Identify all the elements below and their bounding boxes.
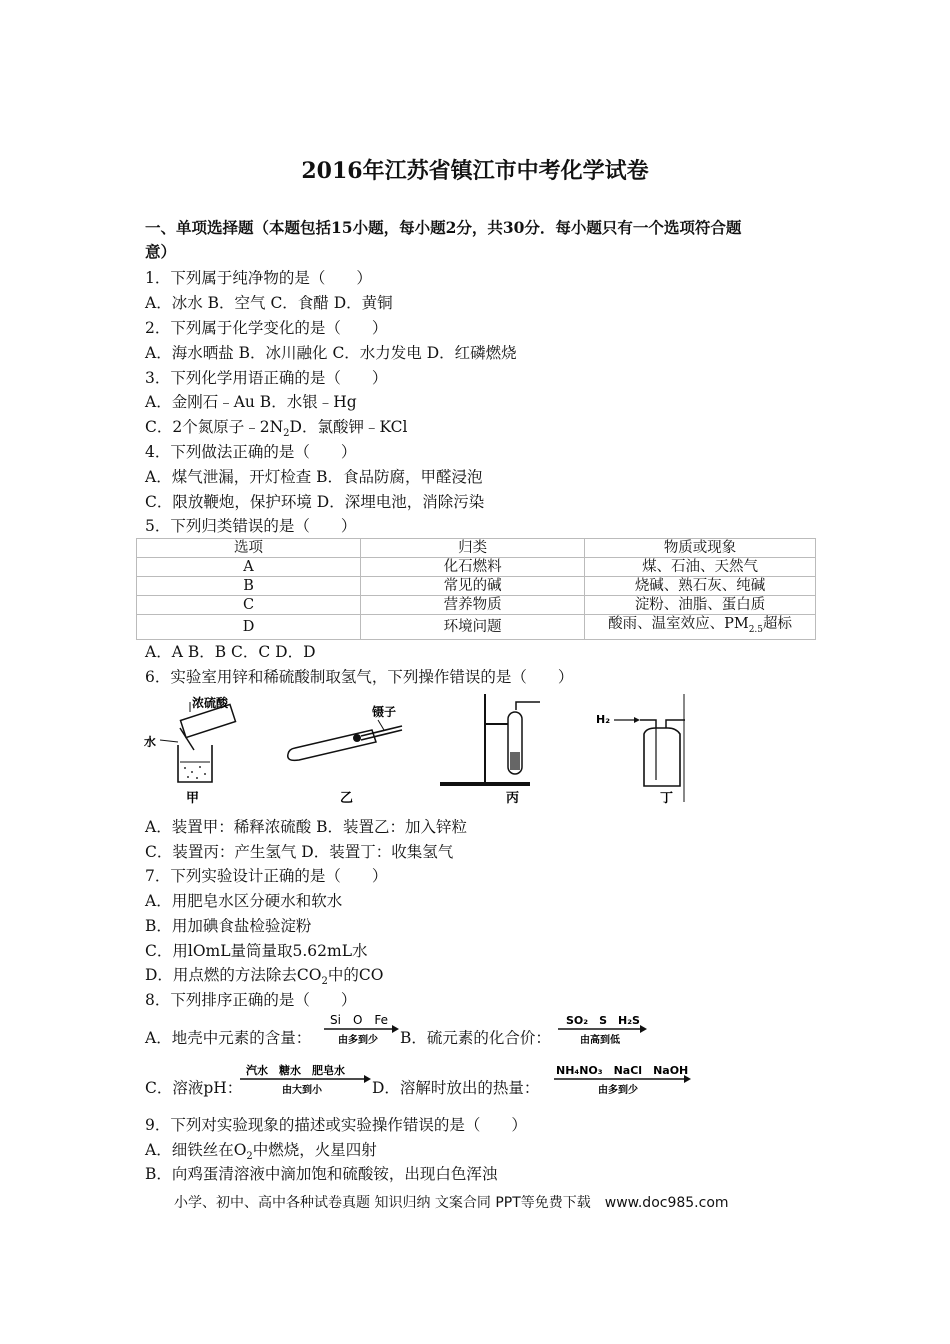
q7-option-b: B．用加碘食盐检验淀粉 [145,917,312,935]
q3-d-text: D．氯酸钾﹣KCl [289,418,408,436]
q4-stem: 4．下列做法正确的是（ ） [145,443,357,461]
q5-table [136,538,816,640]
arrow-c-top: 汽水 糖水 肥皂水 [246,1064,345,1077]
q8-option-b: B．硫元素的化合价： [400,1029,551,1047]
section-heading-line1: 一、单项选择题（本题包括15小题，每小题2分，共30分．每小题只有一个选项符合题 [145,218,742,237]
page-title: 2016年江苏省镇江市中考化学试卷 [301,158,649,184]
pm-subscript: 2.5 [748,624,764,635]
q7-d-suffix: 中的CO [327,966,384,984]
table-header-cell: 选项 [137,539,361,558]
table-cell: 煤、石油、天然气 [585,558,816,577]
arrow-a-top: Si O Fe [330,1013,389,1027]
q8-arrow-b [556,1012,648,1046]
q3-c-text: C．2个氮原子﹣2N [145,418,284,436]
table-cell [585,615,816,640]
q8-stem: 8．下列排序正确的是（ ） [145,991,357,1009]
q8-option-d: D．溶解时放出的热量： [372,1079,540,1097]
q9-option-b: B．向鸡蛋清溶液中滴加饱和硫酸铵，出现白色浑浊 [145,1165,498,1183]
label-bing: 丙 [506,791,520,806]
table-header-cell: 归类 [361,539,585,558]
q9-a-subscript: 2 [246,1151,253,1163]
q4-options-ab: A．煤气泄漏，开灯检查 B．食品防腐，甲醛浸泡 [145,468,483,486]
q1-stem: 1．下列属于纯净物的是（ ） [145,269,372,287]
q8-arrow-d [552,1062,692,1096]
q7-stem: 7．下列实验设计正确的是（ ） [145,867,388,885]
q7-option-d [145,965,383,992]
q8-arrow-a [322,1012,400,1046]
pm-suffix: 超标 [763,616,793,632]
q6-stem: 6．实验室用锌和稀硫酸制取氢气，下列操作错误的是（ ） [145,668,574,686]
q9-stem: 9．下列对实验现象的描述或实验操作错误的是（ ） [145,1116,527,1134]
q8-arrow-c [238,1062,372,1096]
q8-option-a: A．地壳中元素的含量： [145,1029,312,1047]
table-cell: 环境问题 [361,615,585,640]
pm-text: 酸雨、温室效应、PM [608,616,749,632]
arrow-a-bottom: 由多到少 [338,1035,378,1046]
table-row [137,577,816,596]
q6-apparatus-figure [140,690,690,808]
q3-c-subscript: 2 [283,428,290,440]
q7-d-subscript: 2 [321,976,328,988]
label-yi: 乙 [340,791,354,806]
table-row [137,615,816,640]
q2-options: A．海水晒盐 B．冰川融化 C．水力发电 D．红磷燃烧 [145,344,517,362]
table-cell: 常见的碱 [361,577,585,596]
acid-label: 浓硫酸 [192,696,229,710]
q8-option-c: C．溶液pH： [145,1079,243,1097]
q9-a-text: A．细铁丝在O [145,1141,247,1159]
h2-label: H₂ [596,713,611,726]
footer-text: 小学、初中、高中各种试卷真题 知识归纳 文案合同 PPT等免费下载 www.doc985.com [174,1195,729,1211]
label-ding: 丁 [660,791,674,806]
table-cell: 淀粉、油脂、蛋白质 [585,596,816,615]
table-cell: C [137,596,361,615]
table-row [137,596,816,615]
table-cell: 营养物质 [361,596,585,615]
table-cell: D [137,615,361,640]
q3-stem: 3．下列化学用语正确的是（ ） [145,369,388,387]
table-cell: A [137,558,361,577]
apparatus-yi [288,704,402,806]
table-row [137,558,816,577]
table-cell: 化石燃料 [361,558,585,577]
section-heading-line2: 意） [145,242,177,261]
arrow-c-bottom: 由大到小 [282,1085,322,1096]
apparatus-ding [596,694,685,806]
tweezers-label: 镊子 [372,705,397,719]
table-cell: 烧碱、熟石灰、纯碱 [585,577,816,596]
arrow-b-bottom: 由高到低 [580,1035,620,1046]
q4-options-cd: C．限放鞭炮，保护环境 D．深埋电池，消除污染 [145,493,485,511]
q6-options-cd: C．装置丙：产生氢气 D．装置丁：收集氢气 [145,843,454,861]
q7-option-c: C．用lOmL量筒量取5.62mL水 [145,942,368,960]
q3-options-ab: A．金刚石﹣Au B．水银﹣Hg [145,393,357,411]
arrow-d-bottom: 由多到少 [598,1085,638,1096]
apparatus-bing [440,694,540,806]
water-label: 水 [144,735,157,749]
q1-options: A．冰水 B．空气 C．食醋 D．黄铜 [145,294,393,312]
arrow-d-top: NH₄NO₃ NaCl NaOH [556,1064,689,1077]
apparatus-jia [144,695,236,806]
q3-options-cd [145,417,407,444]
table-header-row [137,539,816,558]
table-cell: B [137,577,361,596]
q7-d-text: D．用点燃的方法除去CO [145,966,322,984]
q5-stem: 5．下列归类错误的是（ ） [145,517,357,535]
label-jia: 甲 [186,791,200,806]
q7-option-a: A．用肥皂水区分硬水和软水 [145,892,343,910]
table-header-cell: 物质或现象 [585,539,816,558]
q5-options: A．A B．B C．C D．D [145,643,316,661]
q2-stem: 2．下列属于化学变化的是（ ） [145,319,388,337]
arrow-b-top: SO₂ S H₂S [566,1014,640,1027]
q6-options-ab: A．装置甲：稀释浓硫酸 B．装置乙：加入锌粒 [145,818,468,836]
q9-a-suffix: 中燃烧，火星四射 [252,1141,377,1159]
